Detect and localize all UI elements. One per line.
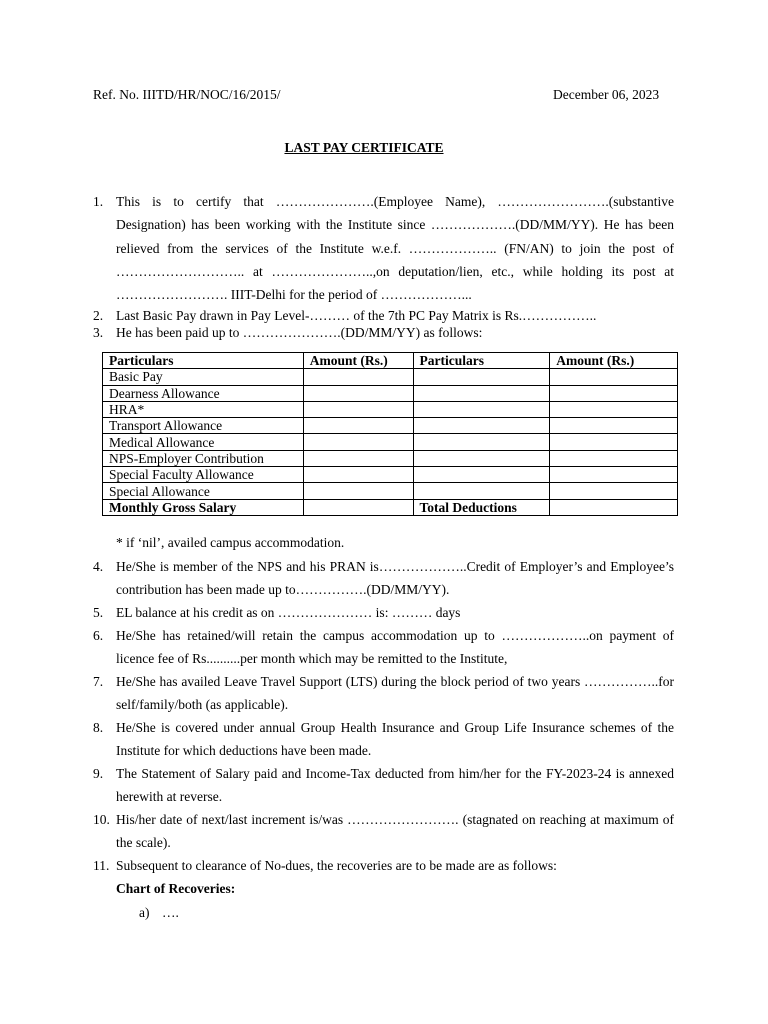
header-particulars: Particulars [103,353,304,369]
pay-table [102,352,678,516]
clause-number: 2. [93,308,104,323]
amount-cell [550,499,678,515]
clause-2 [93,308,674,325]
clause-8 [93,716,674,763]
clause-text: He/She is member of the NPS and his PRAN is………………..Credit of Employer’s and Employee’s contribution has been made up to…………….(DD/MM/YY). [116,559,674,598]
certificate-date: December 06, 2023 [553,87,660,102]
header-amount: Amount (Rs.) [303,353,413,369]
table-row [103,401,678,417]
table-row [103,385,678,401]
amount-cell [303,401,413,417]
clause-6 [93,624,674,671]
certificate-title: LAST PAY CERTIFICATE [284,140,444,155]
particular-cell [413,450,550,466]
particular-cell: Special Allowance [103,483,304,499]
clause-text: Last Basic Pay drawn in Pay Level-……… of the 7th PC Pay Matrix is Rs.…………….. [116,308,597,323]
particular-cell [413,401,550,417]
particular-cell: Special Faculty Allowance [103,467,304,483]
amount-cell [550,385,678,401]
clause-number: 6. [93,628,104,643]
particular-cell: Medical Allowance [103,434,304,450]
table-row [103,369,678,385]
amount-cell [303,483,413,499]
clause-text: He/She has availed Leave Travel Support (LTS) during the block period of two years ……………..for self/family/both (as applicable). [116,674,674,713]
chart-of-recoveries-title: Chart of Recoveries: [116,881,236,896]
particular-cell [413,483,550,499]
total-deductions-label: Total Deductions [413,499,550,515]
amount-cell [303,467,413,483]
header-particulars: Particulars [413,353,550,369]
table-total-row [103,499,678,515]
reference-number: Ref. No. IIITD/HR/NOC/16/2015/ [93,87,281,102]
particular-cell: NPS-Employer Contribution [103,450,304,466]
clause-number: 1. [93,194,104,209]
clause-number: 10. [93,812,110,827]
header-amount: Amount (Rs.) [550,353,678,369]
particular-cell [413,434,550,450]
clause-text: EL balance at his credit as on ………………… is: ……… days [116,605,461,620]
clause-number: 7. [93,674,104,689]
amount-cell [550,369,678,385]
amount-cell [303,385,413,401]
clause-number: 5. [93,605,104,620]
amount-cell [303,434,413,450]
recovery-item [139,905,179,921]
clause-number: 11. [93,858,110,873]
recovery-item-text: …. [162,905,179,920]
amount-cell [550,401,678,417]
recovery-item-label: a) [139,905,150,920]
particular-cell: Dearness Allowance [103,385,304,401]
clause-text: Subsequent to clearance of No-dues, the recoveries are to be made are as follows: [116,858,557,873]
particular-cell [413,467,550,483]
table-row [103,434,678,450]
clause-text: His/her date of next/last increment is/was ……………………. (stagnated on reaching at maximum of the scale). [116,812,674,851]
clause-9 [93,762,674,809]
clause-text: He/She is covered under annual Group Health Insurance and Group Life Insurance schemes of the Institute for which deductions have been made. [116,720,674,759]
table-row [103,467,678,483]
amount-cell [303,499,413,515]
clause-text: This is to certify that ………………….(Employee Name), …………………….(substantive Designation) has been working with the Institute since ……………….(DD/MM/YY). He has been relieved from the services of the Institute w.e.f. ……………….. (FN/AN) to join the post of ……………………….. at …………………..,on deputation/lien, etc., while holding its post at ……………………. IIIT-Delhi for the period of ………………... [116,194,674,303]
amount-cell [550,450,678,466]
clause-text: The Statement of Salary paid and Income-Tax deducted from him/her for the FY-2023-24 is annexed herewith at reverse. [116,766,674,805]
table-row [103,483,678,499]
amount-cell [550,434,678,450]
clause-1 [93,190,674,306]
table-row [103,450,678,466]
particular-cell: HRA* [103,401,304,417]
clause-3 [93,325,674,342]
amount-cell [550,483,678,499]
monthly-gross-salary-label: Monthly Gross Salary [103,499,304,515]
clause-number: 9. [93,766,104,781]
amount-cell [303,369,413,385]
hra-footnote: * if ‘nil’, availed campus accommodation. [116,535,345,550]
amount-cell [303,450,413,466]
table-row [103,418,678,434]
clause-number: 8. [93,720,104,735]
clause-11 [93,854,674,877]
clause-text: He has been paid up to ………………….(DD/MM/YY) as follows: [116,325,483,340]
clause-4 [93,555,674,602]
particular-cell: Basic Pay [103,369,304,385]
particular-cell [413,418,550,434]
clause-text: He/She has retained/will retain the campus accommodation up to ………………..on payment of licence fee of Rs..........per month which may be remitted to the Institute, [116,628,674,667]
clause-10 [93,808,674,855]
amount-cell [550,418,678,434]
clause-5 [93,601,674,624]
clause-7 [93,670,674,717]
amount-cell [550,467,678,483]
clause-number: 3. [93,325,104,340]
particular-cell [413,369,550,385]
particular-cell: Transport Allowance [103,418,304,434]
table-header-row [103,353,678,369]
particular-cell [413,385,550,401]
amount-cell [303,418,413,434]
clause-number: 4. [93,559,104,574]
